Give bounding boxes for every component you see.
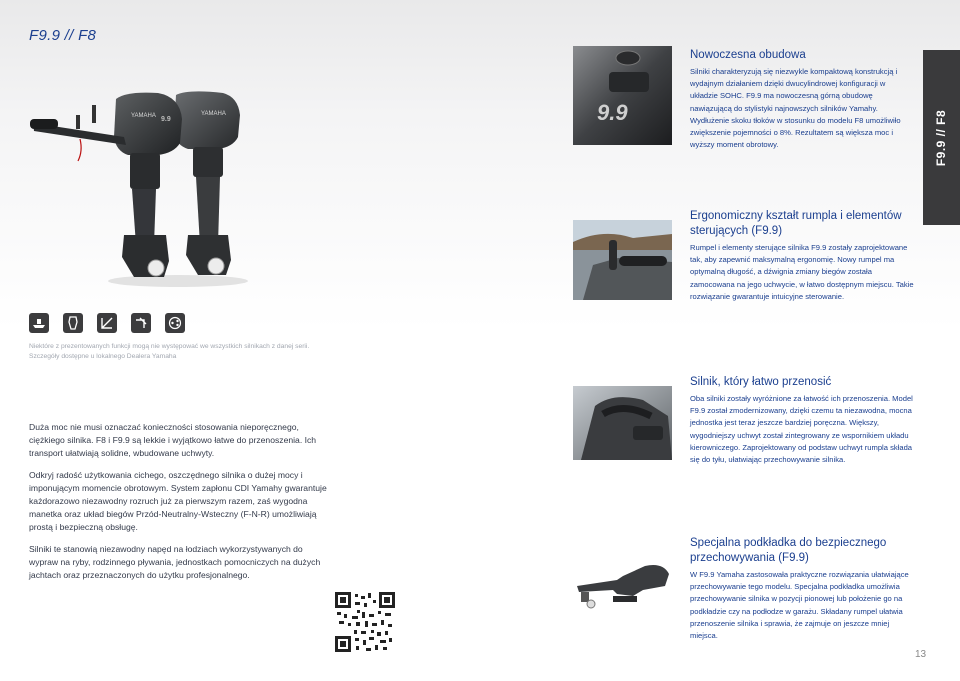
feature-image-carry-handle [573,386,672,460]
boat-icon [29,313,49,333]
feature-carry-title: Silnik, który łatwo przenosić [690,376,832,388]
feature-icons-row [29,313,185,333]
intro-paragraph-2: Odkryj radość użytkowania cichego, oszczędnego silnika o dużej mocy i imponującym momencie obrotowym. System zapłonu CDI Yamahy gwarantuje każdorazowo niezawodny rozruch już za pierwszym razem, zaś wygodna manetka oraz układ biegów Przód-Neutralny-Wsteczny (F-N-R) umożliwiają prostą i bezpieczną obsługę. [29,469,327,533]
disclaimer-line-2: Szczegóły dostępne u lokalnego Dealera Yamaha [29,353,177,360]
feature-storage-body: W F9.9 Yamaha zastosowała praktyczne rozwiązania ułatwiające przechowywanie tego modelu. Specjalna podkładka umożliwia przechowywanie silnika w pozycji pionowej lub położenie go na podkładzie czy na podłodze w garażu. Składany rumpel ułatwia przenoszenie silnika i sprawia, że zajmuje on jeszcze mniej miejsca. [690,570,909,641]
gearbox-icon [165,313,185,333]
qr-code [335,592,395,652]
side-tab [923,50,960,225]
feature-storage [690,536,915,642]
yamaha-badge-right: YAMAHA [201,111,226,117]
feature-carry [690,375,915,466]
outboard-motors-image [28,85,250,290]
feature-tiller [690,209,915,303]
engine-icon [63,313,83,333]
tiller-icon [131,313,151,333]
intro-paragraph-3: Silniki te stanowią niezawodny napęd na łodziach wykorzystywanych do wypraw na ryby, rodzinnego pływania, jednostkach pomocniczych na dużych jachtach oraz przeznaczonych do użytku profesjonalnego. [29,543,321,581]
feature-cowling [690,48,915,151]
trim-icon [97,313,117,333]
yamaha-badge-left: YAMAHA [131,113,156,119]
feature-tiller-title: Ergonomiczny kształt rumpla i elementów sterujących (F9.9) [690,210,902,237]
page-number: 13 [915,649,927,660]
feature-carry-body: Oba silniki zostały wyróżnione za łatwość ich przenoszenia. Model F9.9 został zmodernizowany, dzięki czemu ta niezawodna, mocna jednostka jest teraz jeszcze bardziej poręczna. Większy, wygodniejszy uchwyt został zintegrowany ze wspornikiem układu kierowniczego. Zaprojektowany od podstaw uchwyt rumpla składa się do tyłu, ułatwiając przechowywanie silnika. [690,394,913,465]
feature-cowling-title: Nowoczesna obudowa [690,49,806,61]
page-title: F9.9 // F8 [29,27,97,44]
intro-text [29,421,334,590]
cowl-model-number: 9.9 [161,116,171,123]
disclaimer-line-1: Niektóre z prezentowanych funkcji mogą nie występować we wszystkich silnikach z danej serii. [29,343,310,350]
disclaimer [29,342,349,362]
cowling-model-number: 9.9 [597,100,628,125]
feature-storage-title: Specjalna podkładka do bezpiecznego przechowywania (F9.9) [690,537,887,564]
intro-paragraph-1: Duża moc nie musi oznaczać konieczności stosowania nieporęcznego, ciężkiego silnika. F8 i F9.9 są lekkie i wyjątkowo łatwe do przenoszenia. Ich transport ułatwiają solidne, wbudowane uchwyty. [29,422,317,459]
side-tab-label: F9.9 // F8 [934,109,949,166]
feature-image-cowling [573,46,672,145]
feature-tiller-body: Rumpel i elementy sterujące silnika F9.9 zostały zaprojektowane tak, aby zapewnić maksymalną ergonomię. Nowy rumpel ma optymalną długość, a dźwignia zmiany biegów została zamocowana na jego uchwycie, w łatwo dostępnym miejscu. Takie rozwiązanie gwarantuje intuicyjne sterowanie. [690,243,914,301]
feature-image-storage-pad [573,546,672,618]
feature-cowling-body: Silniki charakteryzują się niezwykle kompaktową konstrukcją i wydajnym działaniem dzięki dwucylindrowej konfiguracji w układzie SOHC. F9.9 ma nowoczesną górną obudowę nawiązującą do stylistyki najnowszych silników Yamahy. Wydłużenie skoku tłoków w stosunku do modelu F8 umożliwiło zwiększenie pojemności o 8%. Rezultatem są większa moc i wyższy moment obrotowy. [690,67,901,150]
feature-image-tiller [573,220,672,300]
